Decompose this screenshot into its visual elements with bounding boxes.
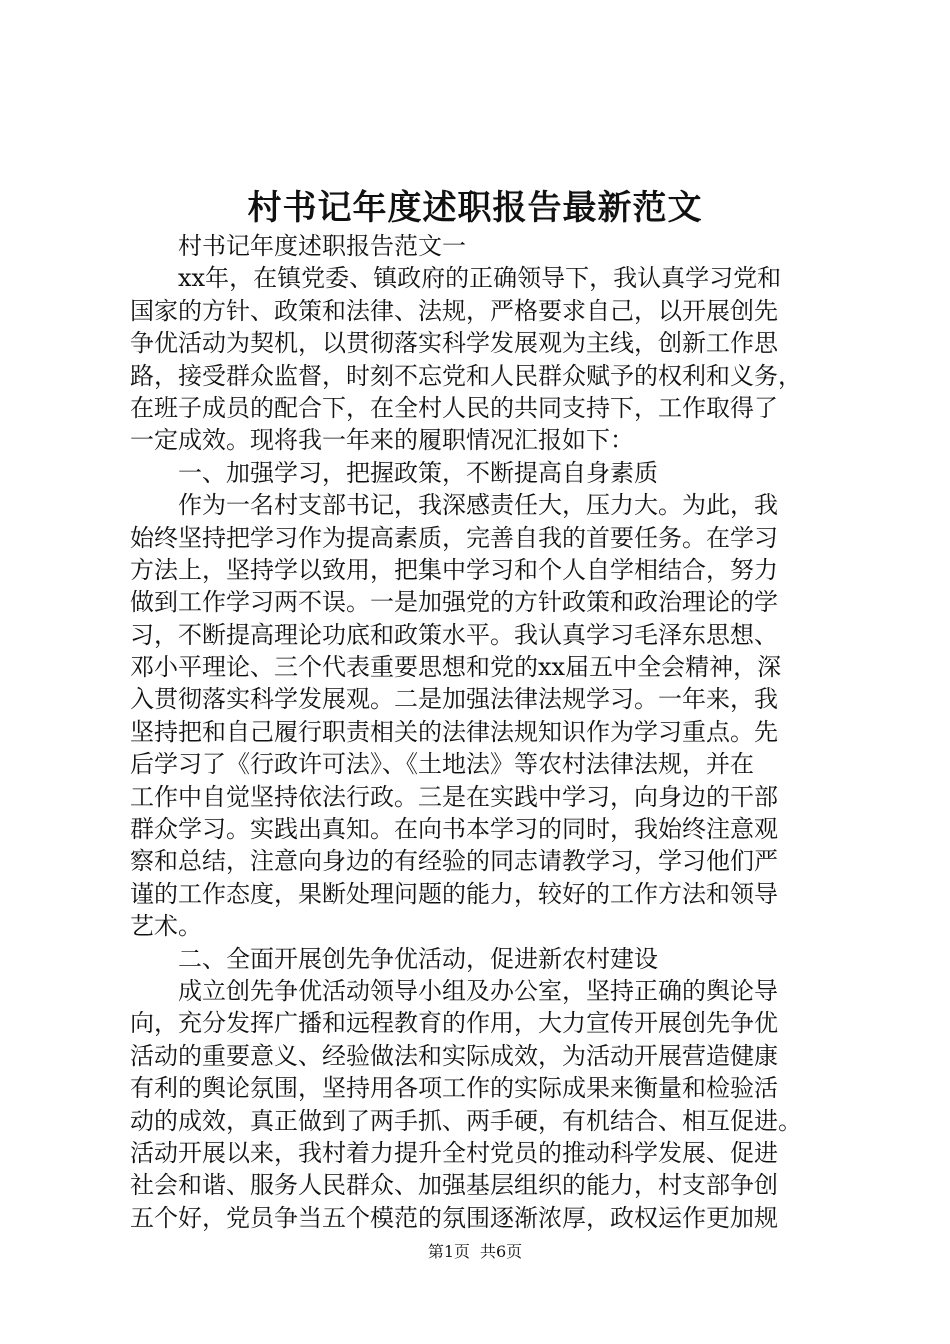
text-line: 谨的工作态度，果断处理问题的能力，较好的工作方法和领导 (130, 879, 778, 908)
text-line: xx年，在镇党委、镇政府的正确领导下，我认真学习党和 (178, 264, 782, 293)
text-line: 成立创先争优活动领导小组及办公室，坚持正确的舆论导 (178, 976, 778, 1005)
text-line: 国家的方针、政策和法律、法规，严格要求自己，以开展创先 (130, 296, 778, 325)
text-line: 社会和谐、服务人民群众、加强基层组织的能力，村支部争创 (130, 1171, 778, 1200)
text-line: 村书记年度述职报告范文一 (178, 232, 466, 260)
text-line: 在班子成员的配合下，在全村人民的共同支持下，工作取得了 (130, 393, 778, 422)
text-line: 向，充分发挥广播和远程教育的作用，大力宣传开展创先争优 (130, 1009, 778, 1038)
document-body (130, 230, 830, 1234)
page-total: 共6页 (480, 1242, 523, 1261)
text-line: 艺术。 (130, 912, 202, 941)
text-line: 路，接受群众监督，时刻不忘党和人民群众赋予的权利和义务， (130, 361, 802, 390)
text-line: 习，不断提高理论功底和政策水平。我认真学习毛泽东思想、 (130, 620, 778, 649)
text-line: 入贯彻落实科学发展观。二是加强法律法规学习。一年来，我 (130, 685, 778, 714)
text-line: 邓小平理论、三个代表重要思想和党的xx届五中全会精神，深 (130, 653, 782, 682)
text-line: 活动的重要意义、经验做法和实际成效，为活动开展营造健康 (130, 1041, 778, 1070)
text-line: 一定成效。现将我一年来的履职情况汇报如下： (130, 426, 634, 455)
text-line: 作为一名村支部书记，我深感责任大，压力大。为此，我 (178, 491, 778, 520)
document-title: 村书记年度述职报告最新范文 (247, 188, 703, 228)
text-line: 做到工作学习两不误。一是加强党的方针政策和政治理论的学 (130, 588, 778, 617)
page-number: 第1页 (427, 1242, 470, 1261)
text-line: 有利的舆论氛围，坚持用各项工作的实际成果来衡量和检验活 (130, 1074, 778, 1103)
text-line: 群众学习。实践出真知。在向书本学习的同时，我始终注意观 (130, 815, 778, 844)
text-line: 后学习了《行政许可法》、《土地法》等农村法律法规，并在 (130, 750, 754, 779)
text-line: 争优活动为契机，以贯彻落实科学发展观为主线，创新工作思 (130, 329, 778, 358)
text-line: 一、加强学习，把握政策，不断提高自身素质 (178, 458, 658, 487)
text-line: 二、全面开展创先争优活动，促进新农村建设 (178, 944, 658, 973)
text-line: 方法上，坚持学以致用，把集中学习和个人自学相结合，努力 (130, 555, 778, 584)
text-line: 工作中自觉坚持依法行政。三是在实践中学习，向身边的干部 (130, 782, 778, 811)
text-line: 坚持把和自己履行职责相关的法律法规知识作为学习重点。先 (130, 717, 778, 746)
text-line: 活动开展以来，我村着力提升全村党员的推动科学发展、促进 (130, 1138, 778, 1167)
text-line: 动的成效，真正做到了两手抓、两手硬，有机结合、相互促进。 (130, 1106, 802, 1135)
text-line: 五个好，党员争当五个模范的氛围逐渐浓厚，政权运作更加规 (130, 1203, 778, 1232)
page-footer (0, 1240, 950, 1264)
text-line: 察和总结，注意向身边的有经验的同志请教学习，学习他们严 (130, 847, 778, 876)
text-line: 始终坚持把学习作为提高素质，完善自我的首要任务。在学习 (130, 523, 778, 552)
